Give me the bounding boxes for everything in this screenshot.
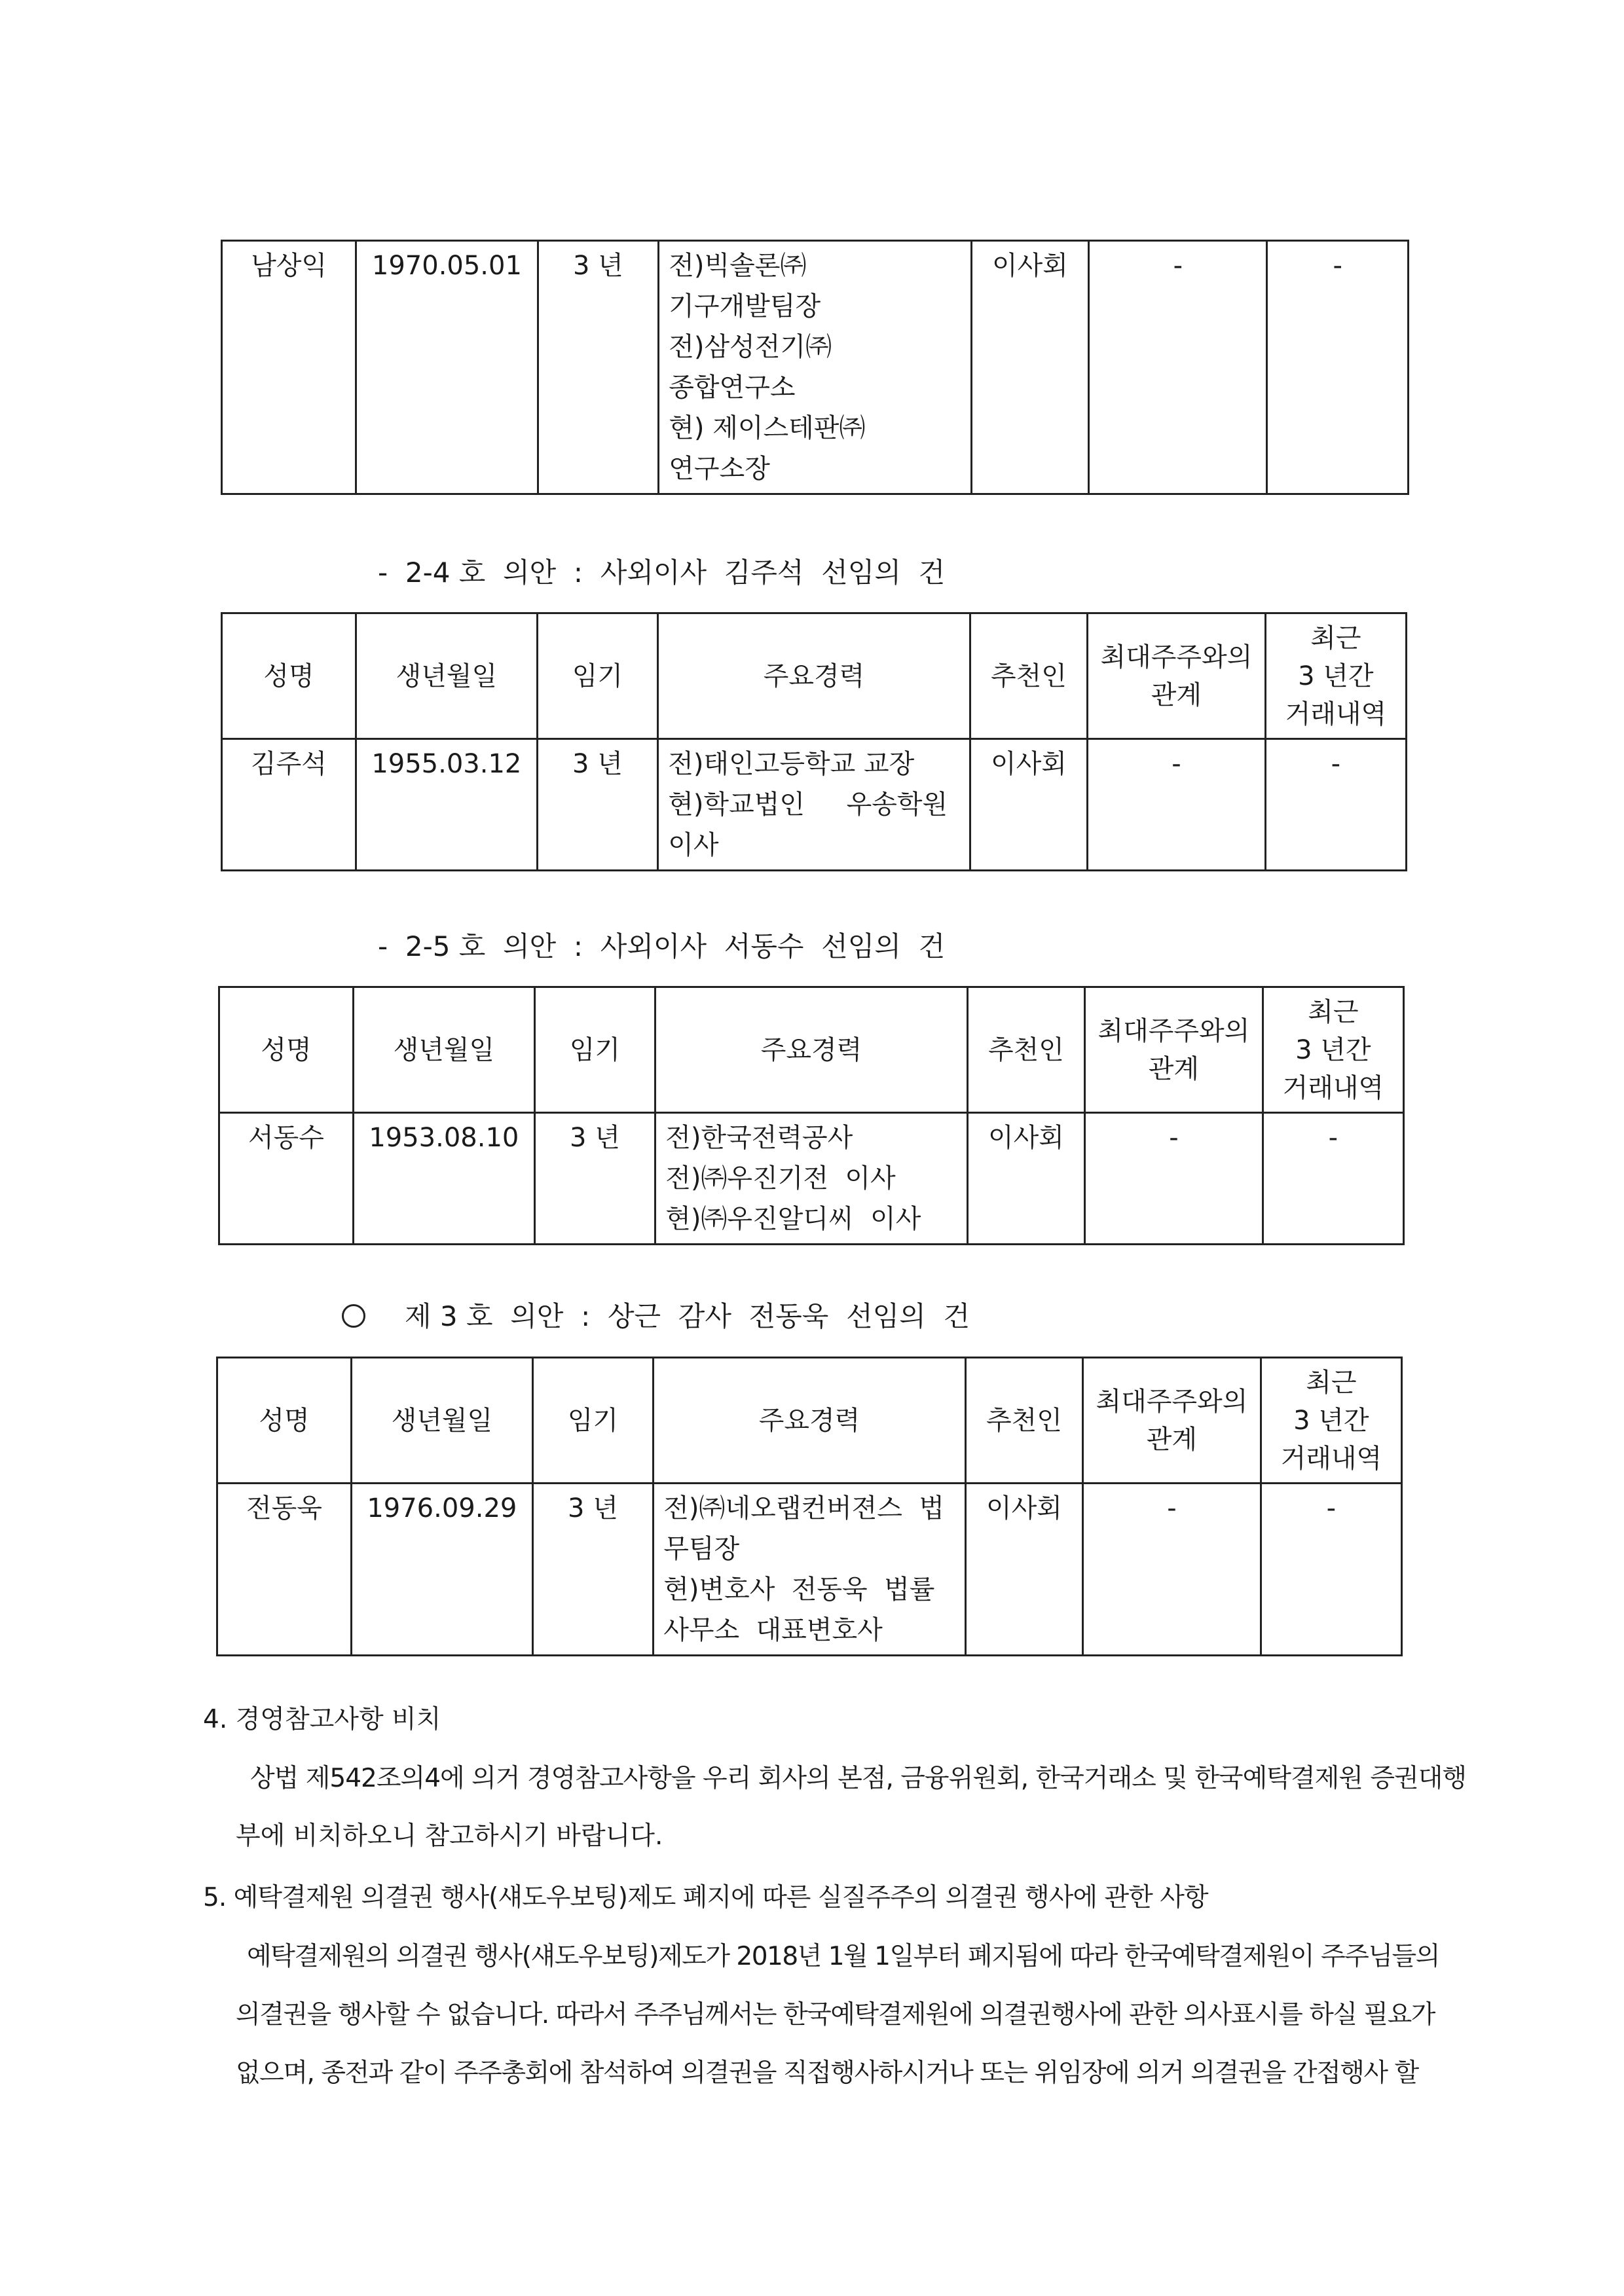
candidate-career (658, 739, 970, 871)
header-relation: 최대주주와의 관계 (1085, 987, 1263, 1113)
candidate-relation: - (1088, 739, 1266, 871)
table-row (219, 1113, 1404, 1245)
table-header-row (217, 1358, 1402, 1484)
candidate-relation: - (1083, 1484, 1261, 1656)
section-5-line-1: 예탁결제원의 의결권 행사(섀도우보팅)제도가 2018년 1월 1일부터 폐지됨에 따라 한국예탁결제원이 주주님들의 (247, 1942, 1439, 1971)
section-4-line-1: 상법 제542조의4에 의거 경영참고사항을 우리 회사의 본점, 금융위원회, 한국거래소 및 한국예탁결제원 증권대행 (250, 1764, 1467, 1793)
career-line: 현)변호사 전동욱 법률 (663, 1575, 935, 1605)
candidate-term: 3 년 (537, 739, 657, 871)
candidate-term: 3 년 (534, 1113, 655, 1245)
circle-bullet-icon (342, 1304, 365, 1328)
career-line: 전)㈜우진기전 이사 (665, 1163, 896, 1194)
candidate-term: 3 년 (538, 241, 659, 494)
header-birth: 생년월일 (351, 1358, 532, 1484)
section-5-title: 5. 예탁결제원 의결권 행사(섀도우보팅)제도 폐지에 따른 실질주주의 의결권 행사에 관한 사항 (203, 1883, 1208, 1912)
career-line: 종합연구소 (669, 373, 796, 403)
section-4-line-2: 부에 비치하오니 참고하시기 바랍니다. (236, 1821, 663, 1851)
candidate-recommender: 이사회 (965, 1484, 1082, 1656)
career-line: 이사 (668, 830, 719, 860)
career-line: 무팀장 (663, 1534, 740, 1564)
candidate-birth: 1970.05.01 (356, 241, 538, 494)
candidate-recommender: 이사회 (971, 241, 1089, 494)
candidate-recommender: 이사회 (970, 739, 1087, 871)
career-line: 전)태인고등학교 교장 (668, 749, 915, 779)
career-line: 현)㈜우진알디씨 이사 (665, 1204, 921, 1234)
header-name: 성명 (222, 613, 356, 739)
candidate-table-3 (216, 1357, 1403, 1656)
header-transactions: 최근 3 년간 거래내역 (1265, 613, 1406, 739)
agenda-3-heading-text: 제 3 호 의안 : 상근 감사 전동욱 선임의 건 (405, 1300, 970, 1332)
agenda-3-heading (342, 1295, 970, 1334)
career-line: 전)㈜네오랩컨버젼스 법 (663, 1493, 944, 1523)
header-transactions: 최근 3 년간 거래내역 (1261, 1358, 1401, 1484)
header-relation: 최대주주와의 관계 (1088, 613, 1266, 739)
candidate-birth: 1976.09.29 (351, 1484, 532, 1656)
candidate-birth: 1955.03.12 (356, 739, 537, 871)
table-row (217, 1484, 1402, 1656)
section-5-line-3: 없으며, 종전과 같이 주주총회에 참석하여 의결권을 직접행사하시거나 또는 위임장에 의거 의결권을 간접행사 할 (236, 2058, 1418, 2088)
header-career: 주요경력 (655, 987, 968, 1113)
candidate-transactions: - (1267, 241, 1409, 494)
table-row (222, 739, 1407, 871)
candidate-table-2-4 (221, 612, 1407, 871)
candidate-name: 김주석 (222, 739, 356, 871)
candidate-name: 서동수 (219, 1113, 354, 1245)
header-birth: 생년월일 (353, 987, 534, 1113)
candidate-relation: - (1089, 241, 1267, 494)
candidate-career (659, 241, 971, 494)
header-relation: 최대주주와의 관계 (1083, 1358, 1261, 1484)
career-line: 전)한국전력공사 (665, 1123, 853, 1153)
career-line: 현)학교법인 우송학원 (668, 790, 948, 820)
candidate-name: 남상익 (222, 241, 356, 494)
candidate-term: 3 년 (532, 1484, 653, 1656)
candidate-table-2-5 (218, 986, 1405, 1245)
candidate-relation: - (1085, 1113, 1263, 1245)
candidate-career (654, 1484, 966, 1656)
candidate-transactions: - (1265, 739, 1406, 871)
header-name: 성명 (217, 1358, 352, 1484)
header-birth: 생년월일 (356, 613, 537, 739)
career-line: 사무소 대표변호사 (663, 1615, 883, 1645)
career-line: 전)빅솔론㈜ (669, 251, 807, 281)
candidate-career (655, 1113, 968, 1245)
candidate-table-continued (221, 240, 1409, 495)
header-recommender: 추천인 (967, 987, 1084, 1113)
header-career: 주요경력 (658, 613, 970, 739)
header-recommender: 추천인 (965, 1358, 1082, 1484)
agenda-2-5-heading: - 2-5 호 의안 : 사외이사 서동수 선임의 건 (378, 930, 946, 962)
table-header-row (222, 613, 1407, 739)
agenda-2-4-heading: - 2-4 호 의안 : 사외이사 김주석 선임의 건 (378, 556, 946, 589)
candidate-birth: 1953.08.10 (353, 1113, 534, 1245)
header-name: 성명 (219, 987, 354, 1113)
career-line: 현) 제이스테판㈜ (669, 413, 866, 443)
career-line: 연구소장 (669, 454, 770, 484)
candidate-transactions: - (1263, 1113, 1403, 1245)
header-term: 임기 (532, 1358, 653, 1484)
candidate-recommender: 이사회 (967, 1113, 1084, 1245)
header-career: 주요경력 (654, 1358, 966, 1484)
header-transactions: 최근 3 년간 거래내역 (1263, 987, 1403, 1113)
header-recommender: 추천인 (970, 613, 1087, 739)
section-4-title: 4. 경영참고사항 비치 (203, 1705, 441, 1734)
header-term: 임기 (534, 987, 655, 1113)
career-line: 전)삼성전기㈜ (669, 332, 832, 362)
candidate-transactions: - (1261, 1484, 1401, 1656)
career-line: 기구개발팀장 (669, 291, 821, 321)
header-term: 임기 (537, 613, 657, 739)
section-5-line-2: 의결권을 행사할 수 없습니다. 따라서 주주님께서는 한국예탁결제원에 의결권행사에 관한 의사표시를 하실 필요가 (236, 2000, 1435, 2030)
table-row (222, 241, 1409, 494)
candidate-name: 전동욱 (217, 1484, 352, 1656)
table-header-row (219, 987, 1404, 1113)
